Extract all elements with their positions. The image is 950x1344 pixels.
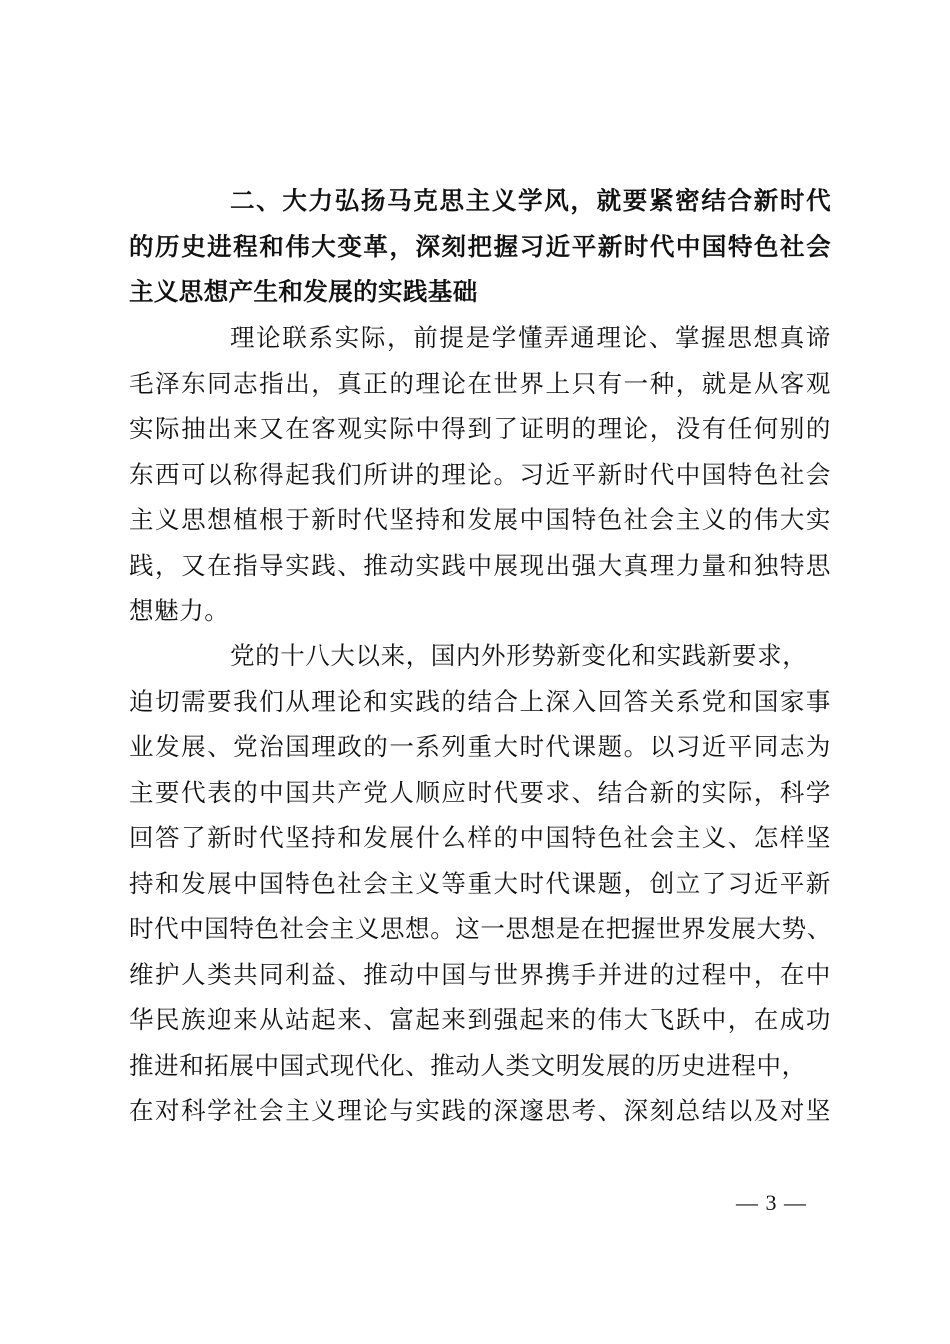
paragraph-2 [129,633,831,1134]
paragraph-line: 迫切需要我们从理论和实践的结合上深入回答关系党和国家事 [129,686,831,716]
paragraph-line: 时代中国特色社会主义思想。这一思想是在把握世界发展大势、 [129,914,832,943]
paragraph-line: 持和发展中国特色社会主义等重大时代课题，创立了习近平新 [129,868,831,898]
paragraph-line: 践，又在指导实践、推动实践中展现出强大真理力量和独特思 [129,550,831,580]
paragraph-line: 在对科学社会主义理论与实践的深邃思考、深刻总结以及对坚 [129,1096,831,1125]
paragraph-line: 理论联系实际，前提是学懂弄通理论、掌握思想真谛 [230,323,831,352]
heading-line: 二、大力弘扬马克思主义学风，就要紧密结合新时代 [230,186,831,215]
paragraph-line: 维护人类共同利益、推动中国与世界携手并进的过程中，在中 [129,959,831,989]
paragraph-line: 华民族迎来从站起来、富起来到强起来的伟大飞跃中，在成功 [129,1005,831,1034]
paragraph-line: 党的十八大以来，国内外形势新变化和实践新要求， [230,641,808,670]
paragraph-line: 想魅力。 [129,596,230,625]
paragraph-line: 推进和拓展中国式现代化、推动人类文明发展的历史进程中， [129,1050,807,1080]
paragraph-line: 实际抽出来又在客观实际中得到了证明的理论，没有任何别的 [129,414,831,443]
paragraph-line: 业发展、党治国理政的一系列重大时代课题。以习近平同志为 [129,732,831,761]
paragraph-1 [129,315,831,634]
paragraph-line: 毛泽东同志指出，真正的理论在世界上只有一种，就是从客观 [129,368,831,398]
paragraph-line: 主义思想植根于新时代坚持和发展中国特色社会主义的伟大实 [129,505,831,534]
paragraph-line: 东西可以称得起我们所讲的理论。习近平新时代中国特色社会 [129,459,831,489]
heading-line: 主义思想产生和发展的实践基础 [129,277,478,306]
heading-line: 的历史进程和伟大变革，深刻把握习近平新时代中国特色社会 [129,231,831,261]
paragraph-line: 主要代表的中国共产党人顺应时代要求、结合新的实际，科学 [129,777,831,807]
section-heading [129,178,831,315]
paragraph-line: 回答了新时代坚持和发展什么样的中国特色社会主义、怎样坚 [129,823,831,852]
page-number: — 3 — [736,1190,807,1215]
